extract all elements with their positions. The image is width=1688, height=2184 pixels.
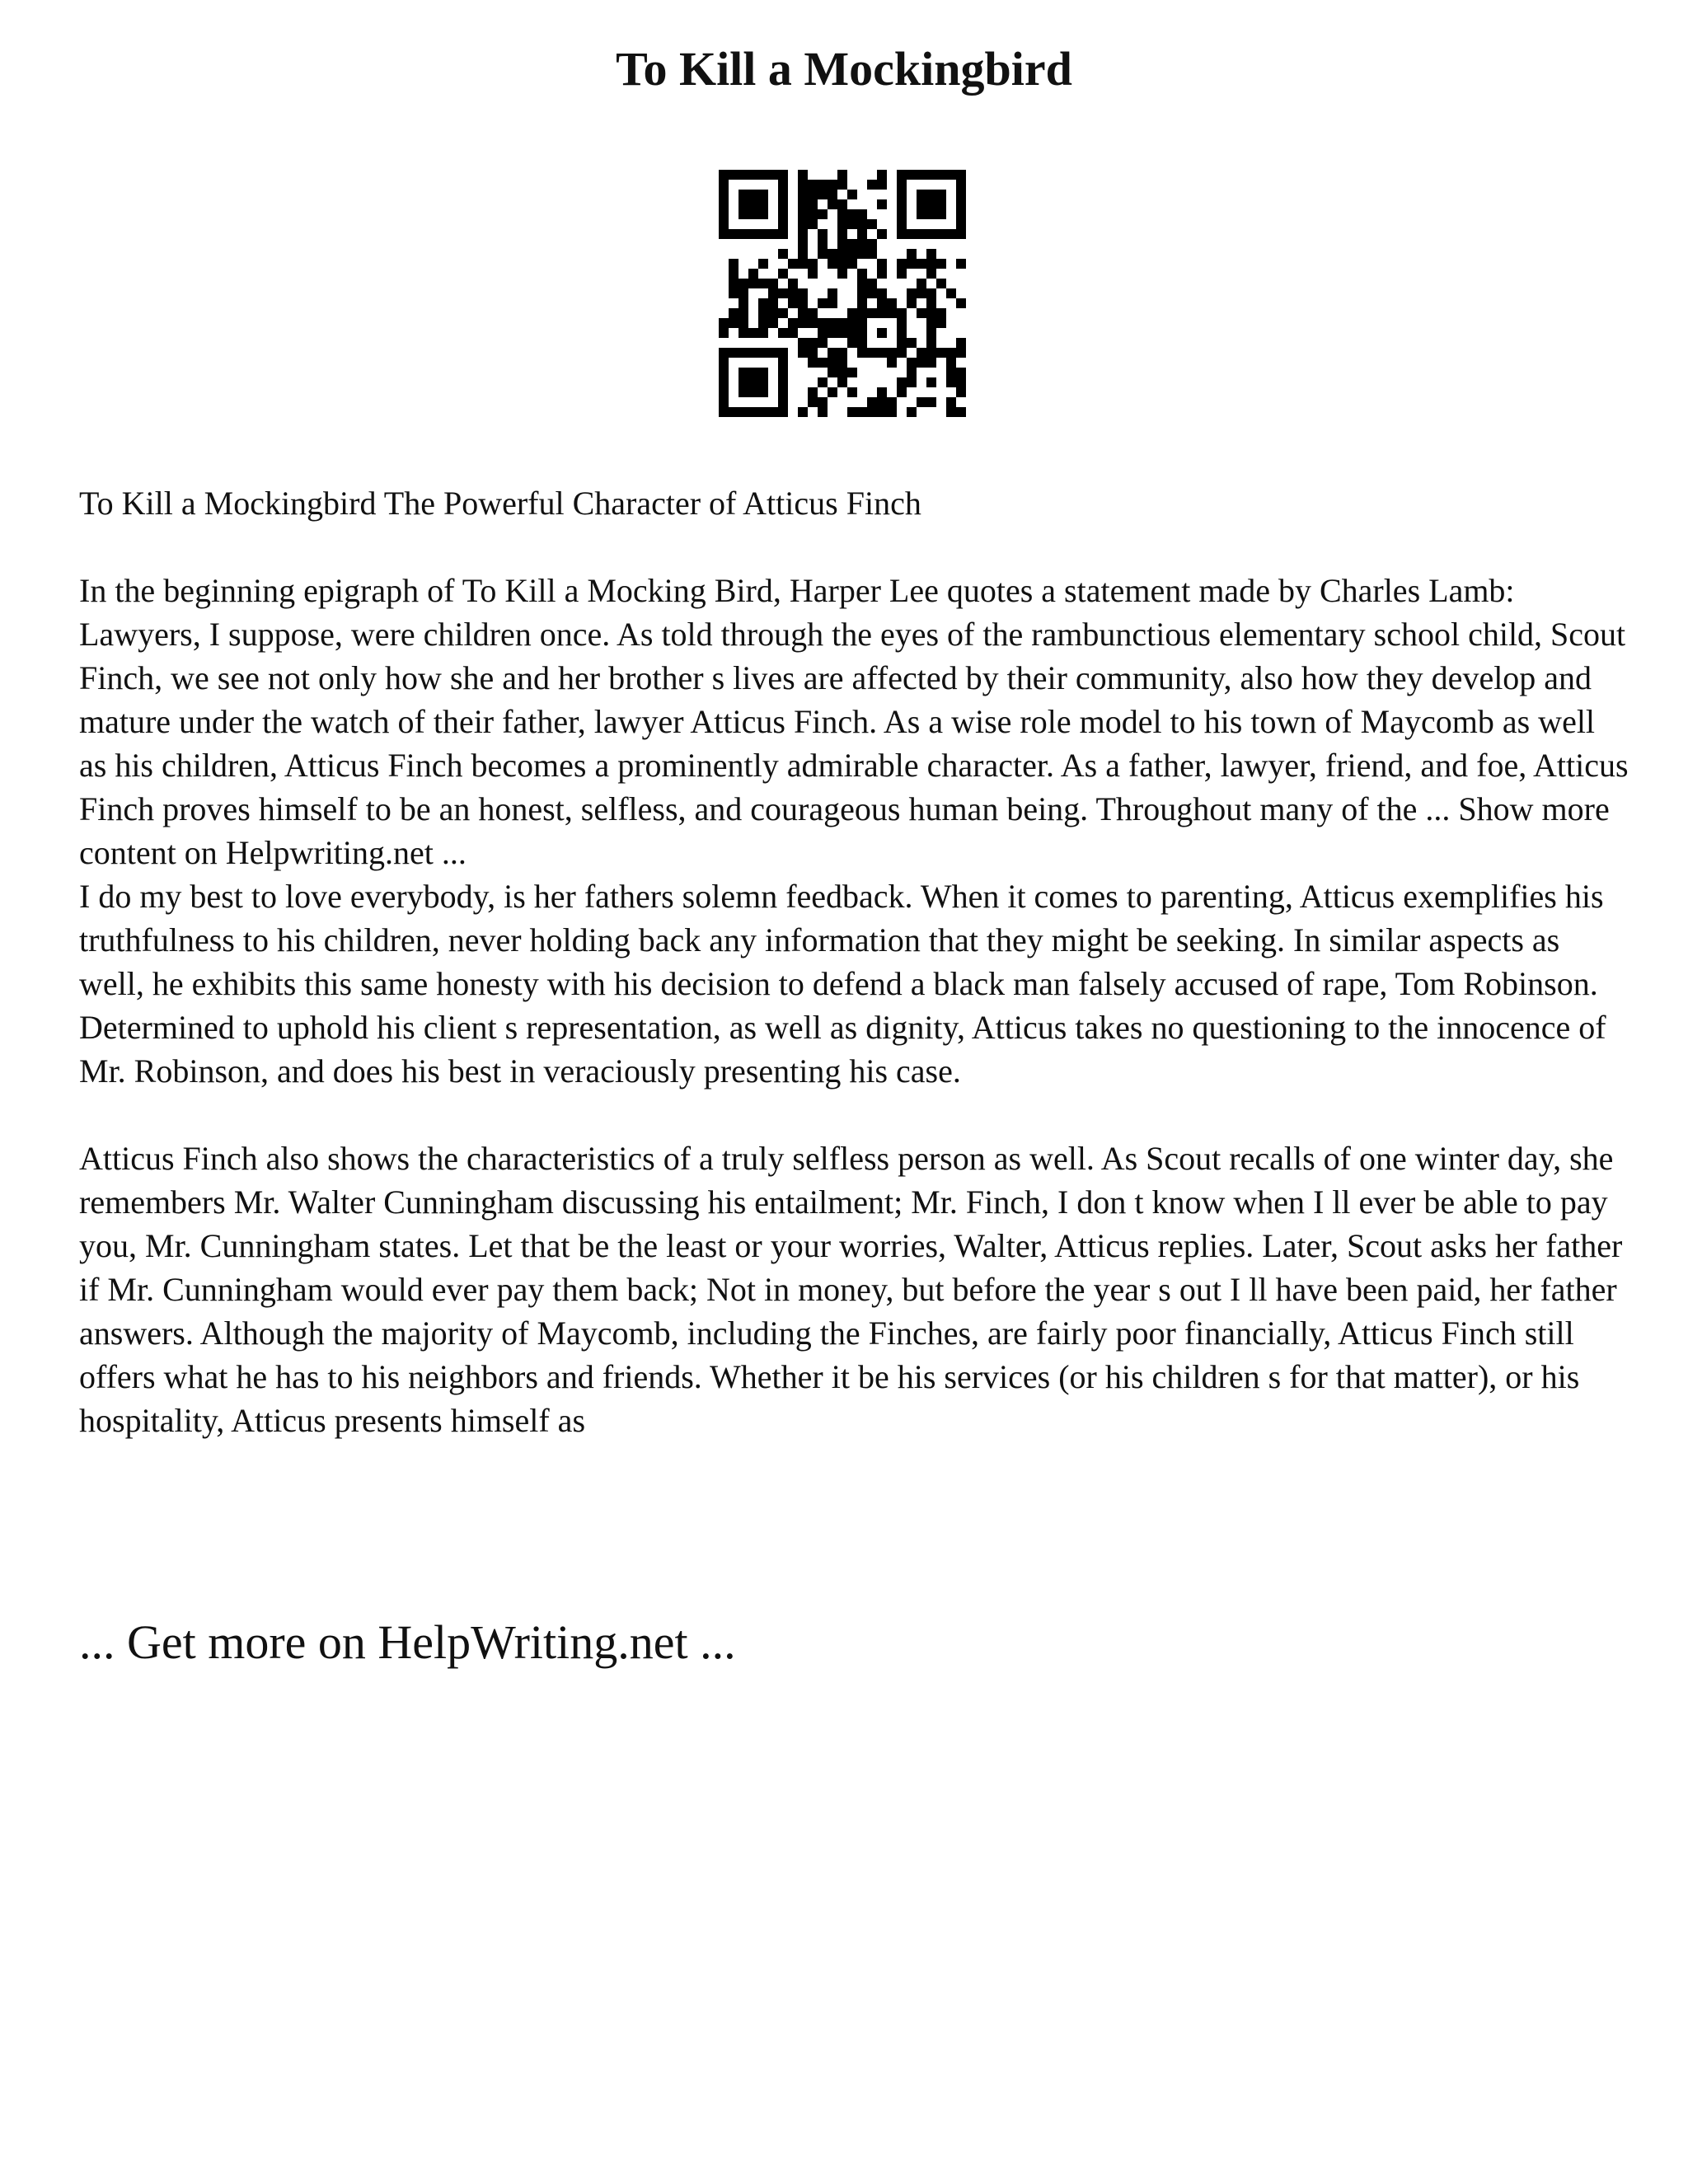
- get-more-link[interactable]: ... Get more on HelpWriting.net ...: [79, 1615, 736, 1669]
- paragraph-2: I do my best to love everybody, is her fathers solemn feedback. When it comes to parenting, Atticus exemplifies his truthfulness to his children, never holding back any information that they might be seeking. In similar aspects as well, he exhibits this same honesty with his decision to defend a black man falsely accused of rape, Tom Robinson. Determined to uphold his client s representation, as well as dignity, Atticus takes no questioning to the innocence of Mr. Robinson, and does his best in veraciously presenting his case.: [79, 878, 1606, 1090]
- essay-subtitle: To Kill a Mockingbird The Powerful Character of Atticus Finch: [79, 485, 921, 522]
- paragraph-1: In the beginning epigraph of To Kill a Mocking Bird, Harper Lee quotes a statement made by Charles Lamb: Lawyers, I suppose, were children once. As told through the eyes of the rambunctious elementary school child, Scout Finch, we see not only how she and her brother s lives are affected by their community, also how they develop and mature under the watch of their father, lawyer Atticus Finch. As a wise role model to his town of Maycomb as well as his children, Atticus Finch becomes a prominently admirable character. As a father, lawyer, friend, and foe, Atticus Finch proves himself to be an honest, selfless, and courageous human being. Throughout many of the ... Show more content on Helpwriting.net ...: [79, 572, 1629, 871]
- qr-code-icon: [719, 170, 966, 417]
- document-title: To Kill a Mockingbird: [616, 42, 1072, 96]
- paragraph-3: Atticus Finch also shows the characteristics of a truly selfless person as well. As Scout recalls of one winter day, she remembers Mr. Walter Cunningham discussing his entailment; Mr. Finch, I don t know when I ll ever be able to pay you, Mr. Cunningham states. Let that be the least or your worries, Walter, Atticus replies. Later, Scout asks her father if Mr. Cunningham would ever pay them back; Not in money, but before the year s out I ll have been paid, her father answers. Although the majority of Maycomb, including the Finches, are fairly poor financially, Atticus Finch still offers what he has to his neighbors and friends. Whether it be his services (or his children s for that matter), or his hospitality, Atticus presents himself as: [79, 1140, 1623, 1439]
- document-body: [79, 481, 1629, 1442]
